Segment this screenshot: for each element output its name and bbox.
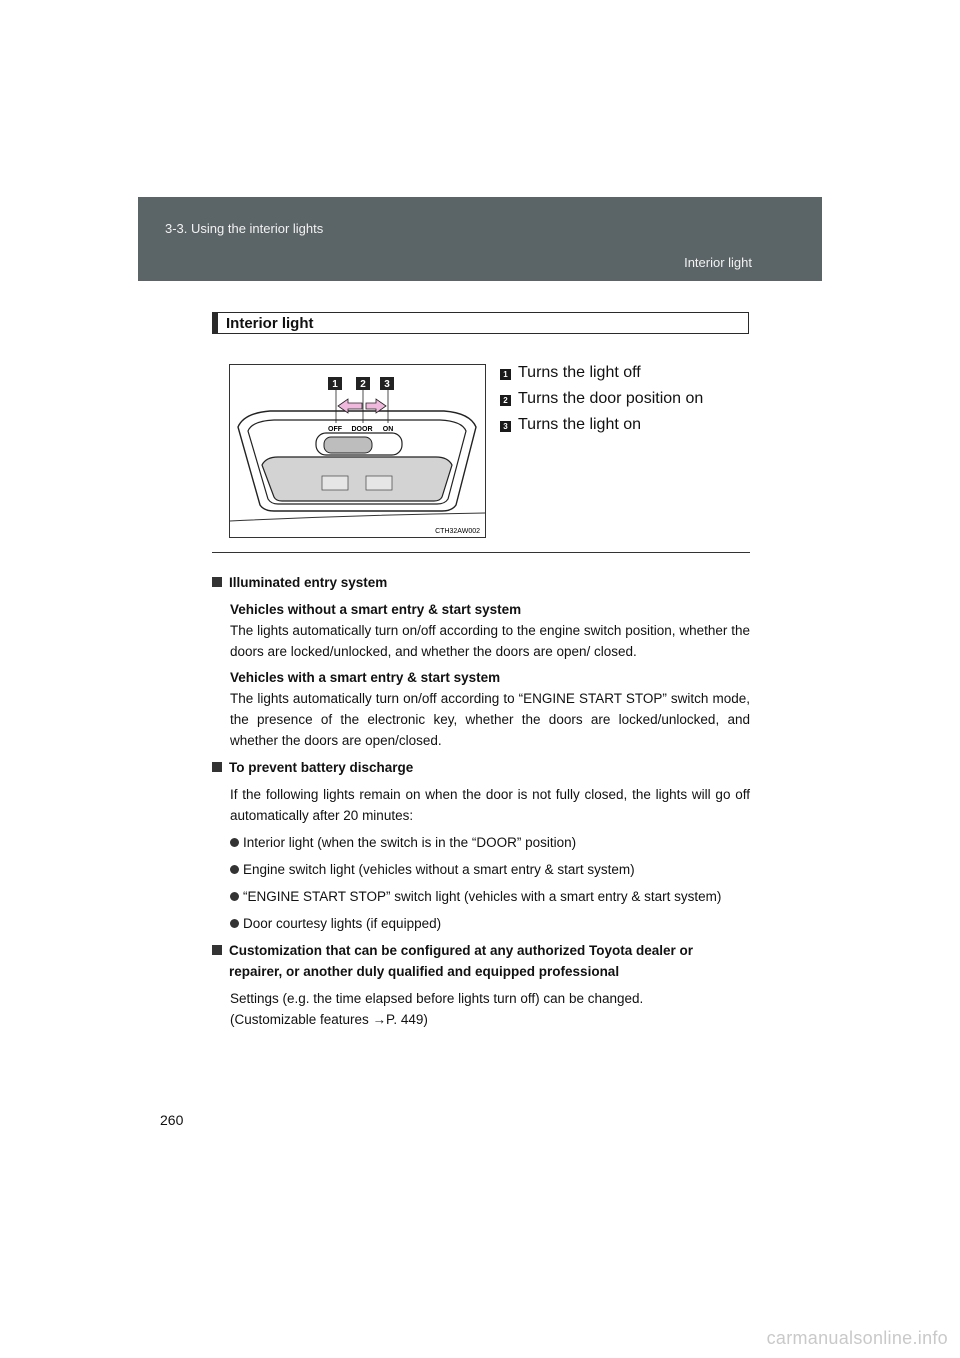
- bullet-dot-icon: [230, 865, 239, 874]
- bullet-dot-icon: [230, 892, 239, 901]
- subheading: Vehicles without a smart entry & start system: [230, 602, 522, 617]
- divider: [212, 552, 750, 553]
- section-title-box: [212, 312, 749, 334]
- title-accent-bar: [213, 313, 218, 333]
- heading-text: To prevent battery discharge: [229, 760, 414, 775]
- section-heading: [212, 757, 750, 778]
- list-item: [212, 859, 750, 880]
- switch-label-door: DOOR: [351, 426, 373, 433]
- paragraph: If the following lights remain on when the door is not fully closed, the lights will go off automatically after 20 minutes:: [230, 787, 750, 823]
- list-item: [212, 913, 750, 934]
- watermark: carmanualsonline.info: [766, 1328, 948, 1348]
- switch-label-on: ON: [382, 426, 394, 433]
- legend-text: Turns the door position on: [518, 390, 704, 407]
- legend-item: [500, 360, 703, 386]
- interior-light-illustration: [230, 365, 485, 537]
- list-item-text: “ENGINE START STOP” switch light (vehicles with a smart entry & start system): [243, 889, 722, 904]
- section-reference: 3-3. Using the interior lights: [165, 221, 324, 236]
- number-badge: 1: [500, 369, 511, 380]
- legend-item: [500, 412, 703, 438]
- callout-3: 3: [384, 379, 390, 390]
- paragraph: (Customizable features →P. 449): [230, 1012, 428, 1027]
- heading-text: Illuminated entry system: [229, 575, 388, 590]
- switch-label-off: OFF: [328, 426, 342, 433]
- main-content: [212, 572, 750, 1030]
- paragraph: Settings (e.g. the time elapsed before lights turn off) can be changed.: [230, 991, 644, 1006]
- bullet-dot-icon: [230, 838, 239, 847]
- legend-text: Turns the light on: [518, 416, 642, 433]
- paragraph: The lights automatically turn on/off according to the engine switch position, whether the doors are locked/unlocked, and whether the doors are open/ closed.: [230, 623, 750, 659]
- section-heading: [212, 940, 750, 982]
- header-topic: Interior light: [684, 255, 752, 270]
- square-bullet-icon: [212, 945, 222, 955]
- section-heading: [212, 572, 750, 593]
- page-number: 260: [160, 1112, 184, 1128]
- list-item: [212, 886, 750, 907]
- list-item-text: Interior light (when the switch is in the “DOOR” position): [243, 835, 577, 850]
- list-item-text: Engine switch light (vehicles without a smart entry & start system): [243, 862, 635, 877]
- number-badge: 2: [500, 395, 511, 406]
- subheading: Vehicles with a smart entry & start system: [230, 670, 501, 685]
- figure-legend: [500, 360, 703, 438]
- paragraph: The lights automatically turn on/off according to “ENGINE START STOP” switch mode, the presence of the electronic key, whether the doors are locked/unlocked, and whether the doors are open/closed.: [230, 691, 750, 748]
- callout-1: 1: [332, 379, 338, 390]
- heading-text: Customization that can be configured at any authorized Toyota dealer or repairer, or another duly qualified and equipped professional: [229, 943, 694, 979]
- number-badge: 3: [500, 421, 511, 432]
- legend-item: [500, 386, 703, 412]
- page-title: Interior light: [226, 315, 314, 332]
- figure-code: CTH32AW002: [435, 528, 480, 535]
- section-header-band: [138, 197, 822, 281]
- interior-light-figure: [229, 364, 486, 538]
- list-item-text: Door courtesy lights (if equipped): [243, 916, 442, 931]
- callout-2: 2: [360, 379, 366, 390]
- bullet-dot-icon: [230, 919, 239, 928]
- square-bullet-icon: [212, 577, 222, 587]
- square-bullet-icon: [212, 762, 222, 772]
- legend-text: Turns the light off: [518, 364, 641, 381]
- list-item: [212, 832, 750, 853]
